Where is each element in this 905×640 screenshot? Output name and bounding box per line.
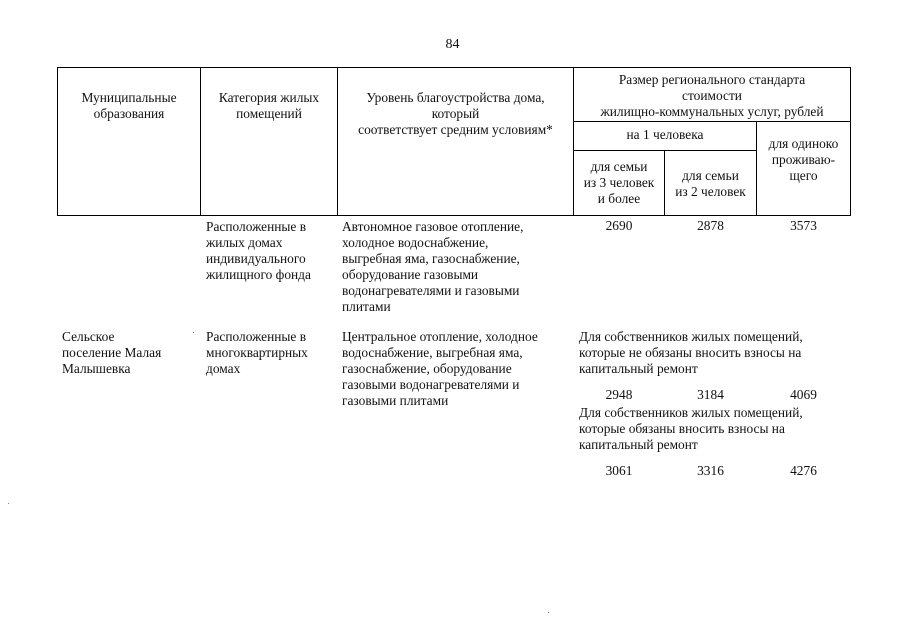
header-standard-line3: жилищно-коммунальных услуг, рублей [600, 104, 824, 119]
header-single [757, 136, 850, 184]
row1-level-line: плитами [342, 299, 391, 314]
header-family3-line3: и более [597, 191, 641, 206]
table-right-border [850, 67, 851, 216]
standard-subheader-border [573, 121, 851, 122]
row1-category [206, 219, 336, 283]
header-standard-line2: стоимости [682, 88, 742, 103]
row2-level-line: газовыми водонагревателями и [342, 377, 520, 392]
row2-group2-value-single: 4276 [790, 463, 817, 478]
row2-group2-note [579, 405, 851, 453]
table-top-border [57, 67, 851, 68]
header-level-line3: соответствует средним условиям* [358, 122, 553, 137]
row2-level [342, 329, 574, 409]
row2-category-line: домах [206, 361, 241, 376]
row1-level-line: оборудование газовыми [342, 267, 479, 282]
header-category-text: Категория жилых помещений [218, 90, 320, 121]
header-bottom-border [57, 215, 851, 216]
row2-group1-note-line: капитальный ремонт [579, 361, 698, 376]
header-municipality [58, 90, 200, 122]
row1-level [342, 219, 572, 315]
row1-level-line: выгребная яма, газоснабжение, [342, 251, 520, 266]
header-family2 [665, 168, 756, 200]
header-single-line3: щего [789, 168, 818, 183]
header-standard-line1: Размер регионального стандарта [618, 72, 806, 87]
header-standard [574, 72, 850, 120]
scan-speck [548, 612, 549, 613]
row2-group2-note-line: капитальный ремонт [579, 437, 698, 452]
row2-group1-value-single: 4069 [790, 387, 817, 402]
row1-level-line: Автономное газовое отопление, [342, 219, 524, 234]
header-single-line2: проживаю- [771, 152, 836, 167]
row2-municipality-line: Сельское [62, 329, 115, 344]
row2-level-line: Центральное отопление, холодное [342, 329, 538, 344]
scan-speck [193, 332, 194, 333]
row2-group1-note-line: которые не обязаны вносить взносы на [579, 345, 802, 360]
row2-group1-value-family3: 2948 [605, 387, 633, 402]
row2-municipality-line: поселение Малая [62, 345, 162, 360]
header-family3 [574, 159, 664, 207]
row2-group2-value-family2: 3316 [697, 463, 724, 478]
row1-level-line: холодное водоснабжение, [342, 235, 489, 250]
row2-level-line: водоснабжение, выгребная яма, [342, 345, 523, 360]
scan-speck [8, 503, 9, 504]
row1-value-family2: 2878 [697, 218, 724, 233]
row1-category-line: жилищного фонда [206, 267, 311, 282]
row2-municipality-line: Малышевка [62, 361, 131, 376]
row2-group1-note [579, 329, 851, 377]
row2-group2-value-family3: 3061 [605, 463, 633, 478]
row2-group2-note-line: Для собственников жилых помещений, [579, 405, 803, 420]
row2-level-line: газоснабжение, оборудование [342, 361, 512, 376]
row2-category-line: многоквартирных [206, 345, 308, 360]
row2-level-line: газовыми плитами [342, 393, 449, 408]
row1-level-line: водонагревателями и газовыми [342, 283, 520, 298]
header-category [201, 90, 337, 122]
header-level-line1: Уровень благоустройства дома, [366, 90, 545, 105]
header-per-person: на 1 человека [626, 127, 704, 142]
row2-category-line: Расположенные в [206, 329, 307, 344]
header-level [338, 90, 573, 138]
row1-value-family3: 2690 [605, 218, 633, 233]
page-number: 84 [445, 37, 460, 52]
header-municipality-text: Муниципальные образования [81, 90, 177, 121]
header-single-line1: для одиноко [768, 136, 839, 151]
row2-group1-value-family2: 3184 [697, 387, 724, 402]
header-family3-line1: для семьи [590, 159, 648, 174]
row2-municipality [62, 329, 200, 377]
header-family2-line2: из 2 человек [675, 184, 746, 199]
row1-value-single: 3573 [790, 218, 817, 233]
header-level-line2: который [431, 106, 480, 121]
row1-category-line: Расположенные в [206, 219, 307, 234]
row2-group1-note-line: Для собственников жилых помещений, [579, 329, 803, 344]
row1-category-line: индивидуального [206, 251, 306, 266]
row1-category-line: жилых домах [206, 235, 283, 250]
row2-group2-note-line: которые обязаны вносить взносы на [579, 421, 785, 436]
header-family2-line1: для семьи [682, 168, 739, 183]
row2-category [206, 329, 336, 377]
header-family3-line2: из 3 человек [583, 175, 655, 190]
